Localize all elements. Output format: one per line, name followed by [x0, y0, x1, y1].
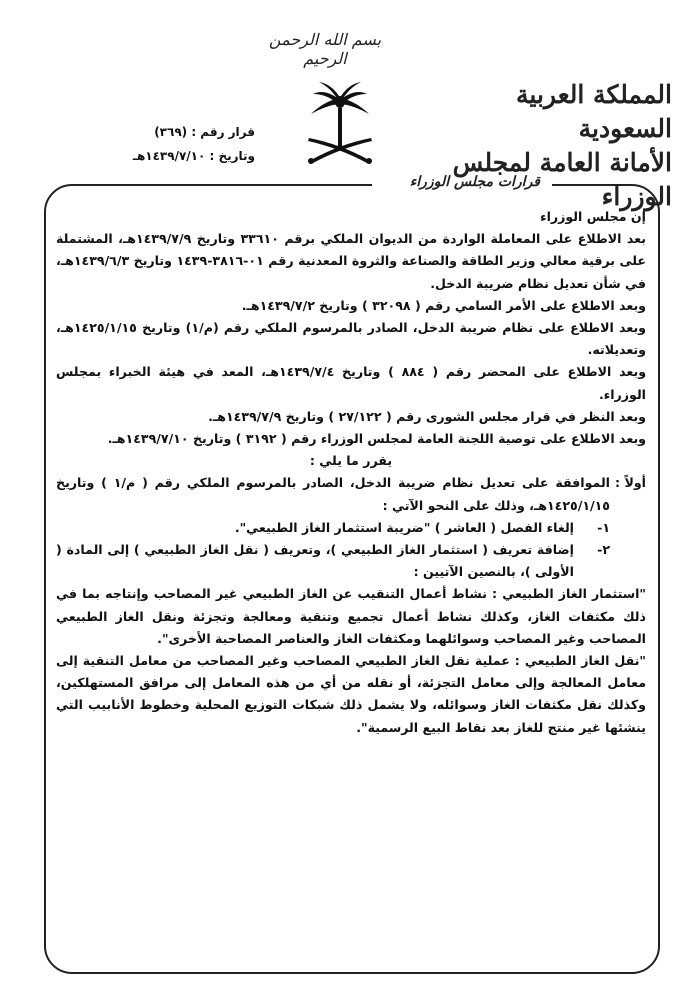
section-title: قرارات مجلس الوزراء: [409, 174, 540, 190]
item-2-text: إضافة تعريف ( استثمار الغاز الطبيعي )، وتعريف ( نقل الغاز الطبيعي ) إلى المادة ( الأولى )، بالنصين الآتيين :: [56, 542, 574, 580]
article-first-label: أولاً :: [615, 475, 646, 491]
definition-gas-transport: "نقل الغاز الطبيعي : عملية نقل الغاز الطبيعي المصاحب وغير المصاحب من معامل التنقية إلى معامل المعالجة وإلى معامل التجزئة، أو نقله من أي من هذه المعامل إلى مرافق المستهلكين، وكذلك نقل مكثفات الغاز وسوائله، ولا يشمل ذلك شبكات التوزيع المحلية وخطوط الأنابيب التي ينشئها غير منتج للغاز بعد نقاط البيع الرسمية".: [56, 653, 646, 735]
basmala: بسم الله الرحمن الرحيم: [268, 30, 382, 68]
decides-heading: يقرر ما يلي :: [309, 453, 393, 469]
kingdom-name: المملكة العربية السعودية: [516, 80, 672, 143]
secretariat-name: الأمانة العامة لمجلس الوزراء: [452, 148, 672, 211]
list-item: [56, 517, 646, 539]
article-first-text: الموافقة على تعديل نظام ضريبة الدخل، الصادر بالمرسوم الملكي رقم ( م/١ ) وتاريخ ١٤٢٥/١/١٥هـ، وذلك على النحو الآتي :: [56, 475, 610, 513]
definition-gas-investment: "استثمار الغاز الطبيعي : نشاط أعمال التنقيب عن الغاز الطبيعي غير المصاحب وإنتاجه بما في ذلك مكثفات الغاز، وكذلك نشاط أعمال تجميع وتنقية ومعالجة وتجزئة ونقل الغاز الطبيعي المصاحب وغير المصاحب وسوائلهما ومكثفات الغاز والعناصر المصاحبة الأخرى".: [56, 586, 646, 646]
paragraph-5: وبعد النظر في قرار مجلس الشورى رقم ( ٢٧/١٢٢ ) وتاريخ ١٤٣٩/٧/٩هـ.: [208, 408, 646, 424]
item-2-number: ٢-: [597, 542, 610, 558]
decision-date: وتاريخ : ١٤٣٩/٧/١٠هـ: [132, 149, 255, 163]
decision-body: [56, 206, 646, 739]
paragraph-4: وبعد الاطلاع على المحضر رقم ( ٨٨٤ ) وتاريخ ١٤٣٩/٧/٤هـ، المعد في هيئة الخبراء بمجلس الوزراء.: [56, 364, 647, 402]
article-first: [56, 472, 646, 516]
decision-number: قرار رقم : (٣٦٩): [154, 125, 255, 139]
paragraph-6: وبعد الاطلاع على توصية اللجنة العامة لمجلس الوزراء رقم ( ٣١٩٢ ) وتاريخ ١٤٣٩/٧/١٠هـ.: [107, 431, 646, 447]
item-1-number: ١-: [597, 519, 610, 535]
opening-line: إن مجلس الوزراء: [540, 209, 646, 224]
paragraph-2: وبعد الاطلاع على الأمر السامي رقم ( ٣٢٠٩٨ ) وتاريخ ١٤٣٩/٧/٢هـ.: [241, 297, 646, 313]
saudi-emblem-icon: [305, 80, 375, 170]
list-item: [56, 539, 646, 583]
decision-meta: [95, 120, 255, 168]
paragraph-1: بعد الاطلاع على المعاملة الواردة من الديوان الملكي برقم ٣٣٦١٠ وتاريخ ١٤٣٩/٧/٩هـ، المشتملة على برقية معالي وزير الطاقة والصناعة والثروة المعدنية رقم ٠١-٣٨١٦-١٤٣٩ وتاريخ ١٤٣٩/٦/٣هـ، في شأن تعديل نظام ضريبة الدخل.: [56, 231, 646, 291]
paragraph-3: وبعد الاطلاع على نظام ضريبة الدخل، الصادر بالمرسوم الملكي رقم (م/١) وتاريخ ١٤٢٥/١/١٥هـ، وتعديلاته.: [56, 320, 647, 358]
item-1-text: إلغاء الفصل ( العاشر ) "ضريبة استثمار الغاز الطبيعي".: [234, 519, 574, 535]
